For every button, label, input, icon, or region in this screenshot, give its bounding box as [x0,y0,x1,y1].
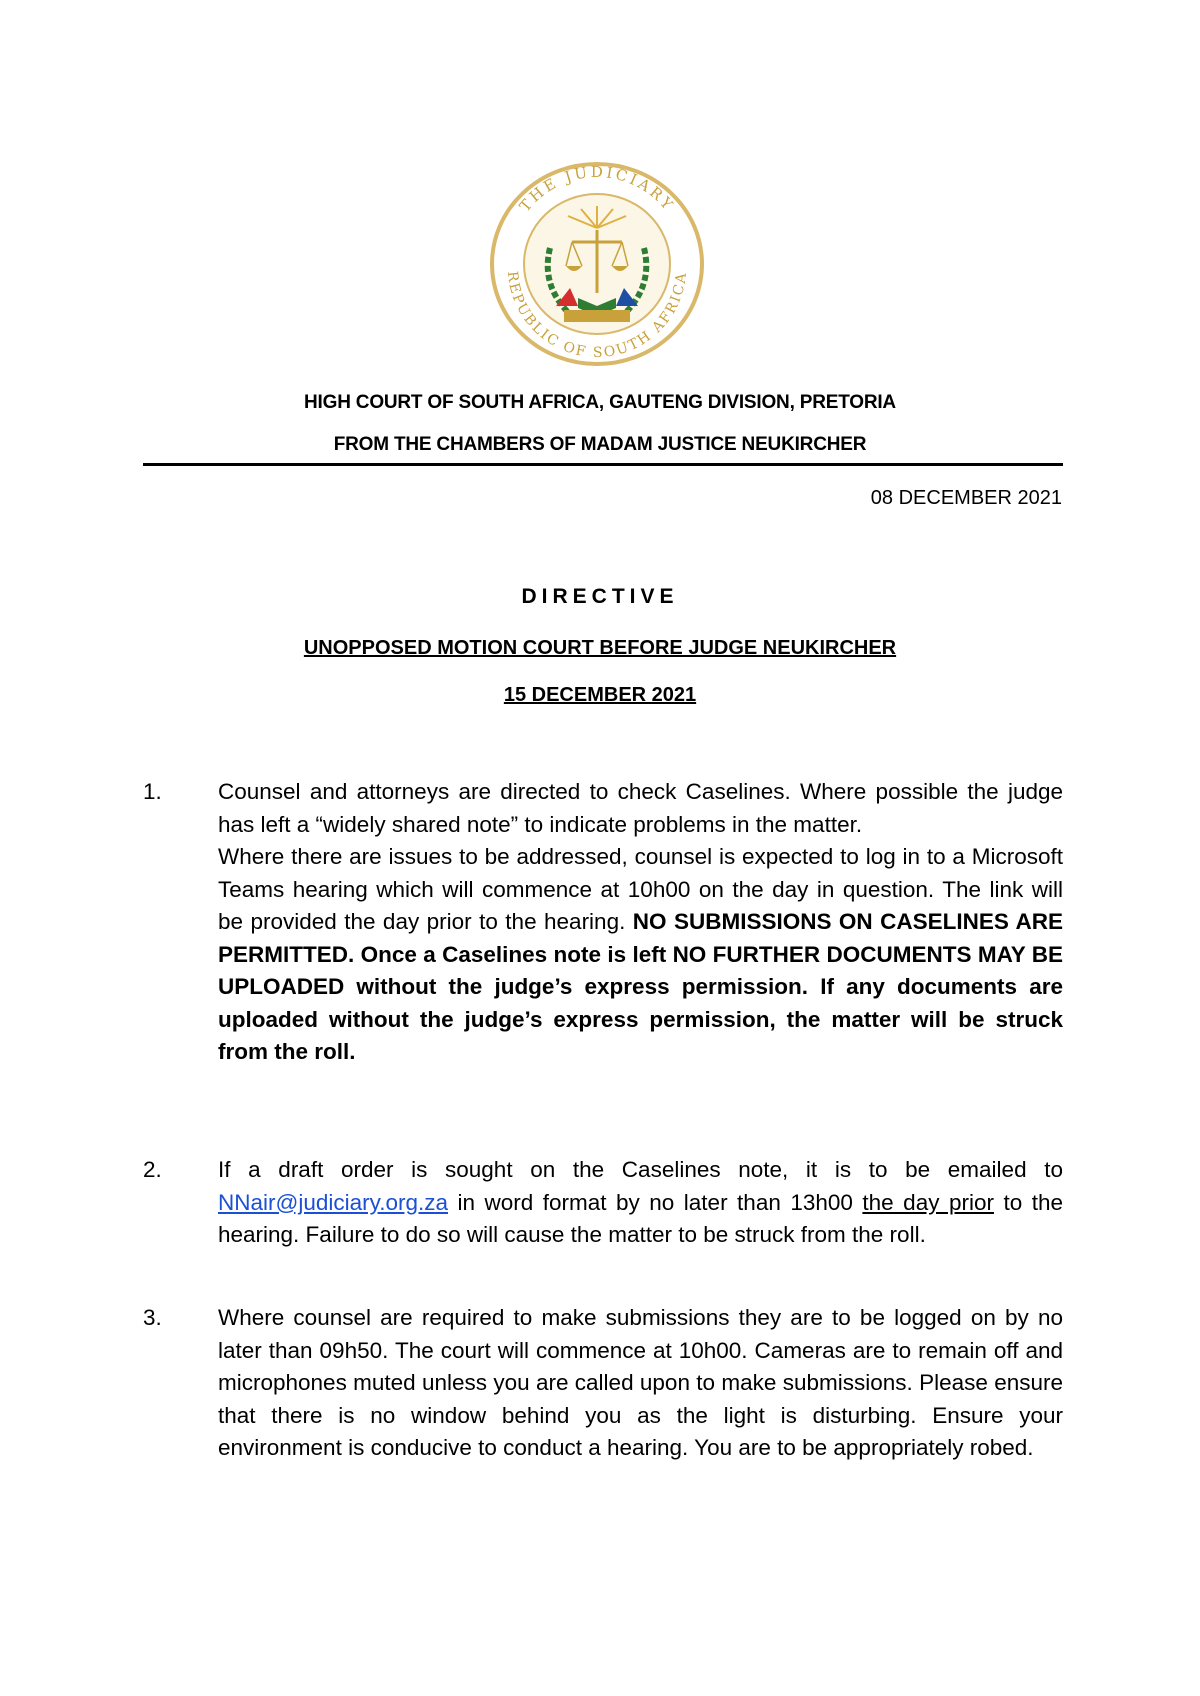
court-date: 15 DECEMBER 2021 [503,684,697,706]
item-number: 2. [143,1157,162,1182]
item-number: 3. [143,1305,162,1330]
seal-top-text: THE JUDICIARY [515,162,679,216]
item-sentence: to the hearing. Failure to do so will cause the matter to be struck from the roll. [218,1189,1063,1247]
item-sentence: If a draft order is sought on the Caselines note, it is to be emailed to [218,1157,1063,1182]
item-text [218,1154,1063,1252]
item-paragraph: Counsel and attorneys are directed to check Caselines. Where possible the judge has left a “widely shared note” to indicate problems in the matter. [218,779,1063,837]
directive-item-1 [143,776,1063,1069]
item-paragraph [218,841,1063,1069]
item-text [218,776,1063,1069]
item-bold-warning: NO SUBMISSIONS ON CASELINES ARE PERMITTED. Once a Caselines note is left NO FURTHER DOCUMENTS MAY BE UPLOADED without the judge’s express permission. If any documents are uploaded without the judge’s express permission, the matter will be struck from the roll. [218,909,1064,1064]
directive-subtitle: UNOPPOSED MOTION COURT BEFORE JUDGE NEUKIRCHER [303,637,897,659]
underlined-deadline: the day prior [862,1189,994,1215]
court-name: HIGH COURT OF SOUTH AFRICA, GAUTENG DIVISION, PRETORIA [304,392,896,413]
email-link[interactable]: NNair@judiciary.org.za [218,1189,448,1215]
seal-bottom-text: REPUBLIC OF SOUTH AFRICA [503,270,691,362]
document-date: 08 DECEMBER 2021 [870,487,1062,509]
item-text: Where counsel are required to make submissions they are to be logged on by no later than 09h50. The court will commence at 10h00. Cameras are to remain off and microphones muted unless you are called upon to make submissions. Please ensure that there is no window behind you as the light is disturbing. Ensure your environment is conducive to conduct a hearing. You are to be appropriately robed. [218,1305,1063,1460]
item-sentence: Where there are issues to be addressed, counsel is expected to log in to a Microsoft Teams hearing which will commence at 10h00 on the day in question. The link will be provided the day prior to the hearing. [218,844,1063,934]
item-sentence: in word format by no later than 13h00 [448,1189,863,1215]
directive-title: DIRECTIVE [521,585,679,608]
directive-item-3 [143,1302,1063,1465]
header-divider [143,463,1063,466]
item-number: 1. [143,779,162,804]
judiciary-seal [478,158,716,370]
chambers-line: FROM THE CHAMBERS OF MADAM JUSTICE NEUKIRCHER [333,434,867,455]
directive-item-2 [143,1154,1063,1252]
